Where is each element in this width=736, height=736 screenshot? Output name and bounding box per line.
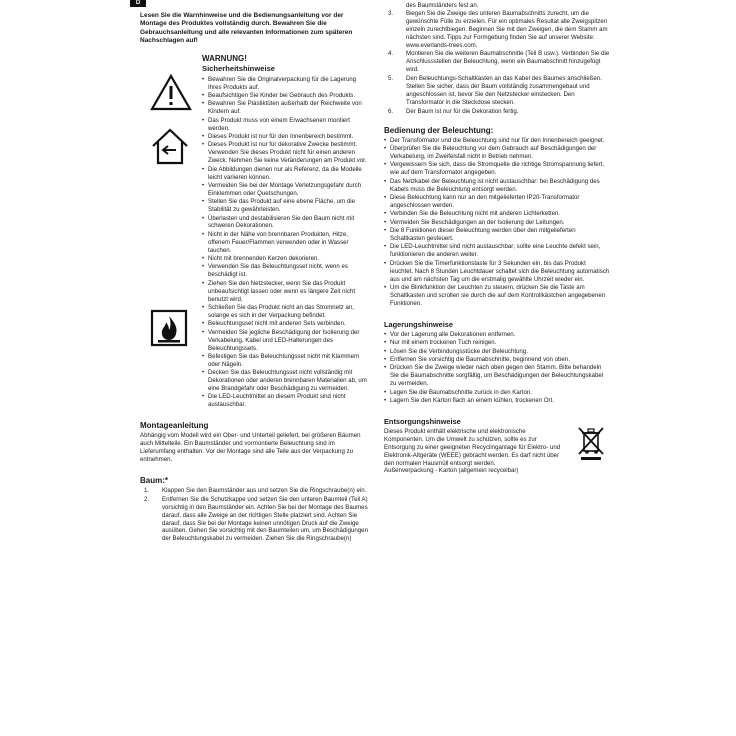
list-item: • Schließen Sie das Produkt nicht an das Stromnetz an, solange es sich in der Verpackung befindet.: [202, 304, 370, 320]
step-number: 4.: [388, 50, 394, 58]
list-item: • Die 8 Funktionen dieser Beleuchtung werden über den mitgelieferten Schaltkasten gesteuert.: [384, 227, 610, 243]
baum-steps-right: [384, 10, 610, 116]
baum-steps-left: [140, 487, 370, 543]
list-item: • Überlasten und destabilisieren Sie den Baum nicht mit schweren Dekorationen.: [202, 215, 370, 231]
list-item: • Beaufsichtigen Sie Kinder bei Gebrauch des Produkts.: [202, 92, 370, 100]
list-item: • Dieses Produkt ist nur für den Innenbereich bestimmt.: [202, 133, 370, 141]
indoor-use-house-icon: [150, 126, 190, 166]
list-item: • Das Produkt muss von einem Erwachsenen montiert werden.: [202, 117, 370, 133]
crossed-out-bin-icon: [576, 425, 606, 461]
bedienung-heading: Bedienung der Beleuchtung:: [384, 125, 494, 135]
warning-triangle-icon: [150, 74, 192, 111]
list-item: • Befestigen Sie das Beleuchtungsset nicht mit Klammern oder Nägeln.: [202, 353, 370, 369]
list-item: • Lösen Sie die Verbindungsstücke der Beleuchtung.: [384, 348, 610, 356]
step-number: 6.: [388, 107, 394, 115]
list-item: • Der Transformator und die Beleuchtung sind nur für den Innenbereich geeignet.: [384, 137, 610, 145]
bedienung-list: [384, 137, 610, 308]
montage-text: Abhängig vom Modell wird ein Ober- und Unterteil geliefert, bei größeren Bäumen auch Mittelteile. Ein Baumständer und vormontierte Beleuchtung sind im Lieferumfang enthalten. Vor der Montage sind alle Teile aus der Verpackung zu entnehmen.: [140, 432, 361, 463]
step-text: Klappen Sie den Baumständer aus und setzen Sie die Ringschraube(n) ein.: [162, 486, 367, 494]
step-item: [388, 9, 610, 50]
list-item: • Beleuchtungsset nicht mit anderen Sets verbinden.: [202, 320, 370, 328]
step-number: 5.: [388, 75, 394, 83]
entsorgung-section: [384, 417, 610, 475]
step-text: Biegen Sie die Zweige des unteren Baumabschnitts zurecht, um die gewünschte Fülle zu erzielen. Für ein optimales Resultat alle Zweigspitzen einzeln zurechtbiegen. Beginnen Sie mit den Zweigen, die dem Stamm am nächsten sind. Tipps zur Formgebung finden Sie auf unserer Website: www.everlands-trees.com.: [406, 9, 608, 49]
montage-heading: Montageanleitung: [140, 421, 209, 431]
list-item: • Vor der Lagerung alle Dekorationen entfernen.: [384, 331, 610, 339]
list-item: • Überprüfen Sie die Beleuchtung vor dem Gebrauch auf Beschädigungen der Verkabelung, im Zweifelsfall nicht in Betrieb nehmen.: [384, 145, 610, 161]
step-number: 1.: [144, 486, 150, 494]
list-item: • Diese Beleuchtung kann nur an den mitgelieferten IP20-Transformator angeschlossen werden.: [384, 194, 610, 210]
safety-list: [196, 76, 370, 410]
list-item: • Ziehen Sie den Netzstecker, wenn Sie das Produkt unbeaufsichtigt lassen oder wenn es längere Zeit nicht benutzt wird.: [202, 280, 370, 304]
step-text: Entfernen Sie die Schutzkappe und setzen Sie den unteren Baumteil (Teil A) vorsichtig in den Baumständer ein. Achten Sie bei der Montage des Baumes darauf, dass alle Zweige an der richtigen Stelle platziert sind. Achten Sie darauf, dass Sie bei der Montage keinen unnötigen Druck auf die Zweige ausüben. Gehen Sie vorsichtig mit den Baumteilen um, um Beschädigungen der Beleuchtungskabel zu vermeiden. Ziehen Sie die Ringschraube(n): [162, 495, 368, 543]
list-item: • Nicht in der Nähe von brennbaren Produkten, Hitze, offenem Feuer/Flammen verwenden oder in Wasser tauchen.: [202, 231, 370, 255]
list-item: • Nur mit einem trockenen Tuch reinigen.: [384, 339, 610, 347]
list-item: • Dieses Produkt ist nur für dekorative Zwecke bestimmt. Verwenden Sie dieses Produkt nicht für einen anderen Zweck. Nehmen Sie keine Veränderungen am Produkt vor.: [202, 141, 370, 165]
list-item: • Verwenden Sie das Beleuchtungsset nicht, wenn es beschädigt ist.: [202, 263, 370, 279]
left-column: [140, 12, 370, 544]
right-column: [384, 2, 610, 475]
list-item: • Decken Sie das Beleuchtungsset nicht vollständig mit Dekorationen oder anderen brennbaren Materialien ab, um eine Brandgefahr oder Beschädigung zu vermeiden.: [202, 369, 370, 393]
flammable-fire-icon: [150, 309, 188, 347]
lagerung-list: [384, 331, 610, 405]
list-item: • Legen Sie die Baumabschnitte zurück in den Karton.: [384, 389, 610, 397]
step-number: 3.: [388, 9, 394, 17]
list-item: • Die LED-Leuchtmittel sind nicht austauschbar; sollte eine Leuchte defekt sein, funktionieren die anderen weiter.: [384, 243, 610, 259]
list-item: • Verbinden Sie die Beleuchtung nicht mit anderen Lichterketten.: [384, 210, 610, 218]
list-item: • Um die Blinkfunktion der Leuchten zu steuern, drücken Sie die Taste am Schaltkasten und scrollen sie durch die auf dem Kontrollkästchen angegebenen Funktionen.: [384, 284, 610, 308]
step-continuation: des Baumständers fest an.: [406, 2, 479, 9]
warning-title: WARNUNG!: [202, 53, 247, 63]
language-tab: D: [130, 0, 146, 7]
step-text: Den Beleuchtungs-Schaltkasten an das Kabel des Baumes anschließen. Stellen Sie sicher, dass der Baum vollständig zusammengebaut und angeschlossen ist, bevor Sie den Netzstecker einstecken. Den Transformator in die Steckdose stecken.: [406, 75, 602, 106]
step-number: 2.: [144, 495, 150, 503]
step-item: [388, 75, 610, 107]
list-item: • Drücken Sie die Zweige wieder nach oben gegen den Stamm. Bitte behandeln Sie die Baumabschnitte sorgfältig, um Beschädigungen der Beleuchtungskabel zu vermeiden.: [384, 364, 610, 388]
list-item: • Die Abbildungen dienen nur als Referenz, da die Modelle leicht variieren können.: [202, 166, 370, 182]
list-item: • Entfernen Sie vorsichtig die Baumabschnitte, beginnend von oben.: [384, 356, 610, 364]
list-item: • Bewahren Sie Plastiktüten außerhalb der Reichweite von Kindern auf.: [202, 100, 370, 116]
baum-heading: Baum:*: [140, 475, 169, 485]
packaging-text: Außenverpackung - Karton (allgemein recycelbar): [384, 467, 519, 475]
safety-subtitle: Sicherheitshinweise: [202, 63, 276, 73]
intro-text: Lesen Sie die Warnhinweise und die Bedienungsanleitung vor der Montage des Produktes vollständig durch. Bewahren Sie die Gebrauchsanleitung und alle relevanten Informationen zum späteren Nachschlagen auf!: [140, 12, 353, 45]
entsorgung-text: Dieses Produkt enthält elektrische und elektronische Komponenten. Um die Umwelt zu schützen, sollte es zur Entsorgung zu einer geeigneten Recyclinganlage für Elektro- und Elektronik-Altgeräte (WEEE) gebracht werden. Es darf nicht über den normalen Hausmüll entsorgt werden.: [384, 427, 561, 467]
list-item: • Lagern Sie den Karton flach an einem kühlen, trockenen Ort.: [384, 397, 610, 405]
step-item: [144, 486, 370, 495]
list-item: • Stellen Sie das Produkt auf eine ebene Fläche, um die Stabilität zu gewährleisten.: [202, 198, 370, 214]
list-item: • Bewahren Sie die Originalverpackung für die Lagerung Ihres Produkts auf.: [202, 76, 370, 92]
list-item: • Vergewissern Sie sich, dass die Stromquelle die richtige Stromspannung liefert, wie auf dem Transformator angegeben.: [384, 161, 610, 177]
step-item: [388, 107, 610, 116]
list-item: • Drücken Sie die Timerfunktionstaste für 3 Sekunden ein, bis das Produkt leuchtet. Nach 8 Stunden Leuchtdauer schaltet sich die Beleuchtung automatisch aus und am nächsten Tag um die erstmalig gewählte Uhrzeit wieder ein.: [384, 260, 610, 284]
step-text: Der Baum ist nur für die Dekoration fertig.: [406, 107, 519, 115]
step-text: Montieren Sie die weiteren Baumabschnitte (Teil B usw.). Verbinden Sie die Anschlussstellen der Beleuchtung, wenn ein Baumabschnitt hinzugefügt wird.: [406, 50, 610, 74]
lagerung-heading: Lagerungshinweise: [384, 319, 453, 329]
list-item: • Vermeiden Sie jegliche Beschädigung der Isolierung der Verkabelung, Kabel und LED-Halterungen des Beleuchtungssets.: [202, 329, 370, 353]
list-item: • Die LED-Leuchtmittel an diesem Produkt sind nicht austauschbar.: [202, 393, 370, 409]
warning-section: [140, 54, 370, 410]
list-item: • Vermeiden Sie bei der Montage Verletzungsgefahr durch Einklemmen oder Quetschungen.: [202, 182, 370, 198]
list-item: • Vermeiden Sie Beschädigungen an der Isolierung der Leitungen.: [384, 219, 610, 227]
entsorgung-heading: Entsorgungshinweise: [384, 416, 461, 426]
list-item: • Nicht mit brennenden Kerzen dekorieren.: [202, 255, 370, 263]
step-item: [388, 50, 610, 74]
step-item: [144, 495, 370, 543]
list-item: • Das Netzkabel der Beleuchtung ist nicht austauschbar: bei Beschädigung des Kabels muss die Beleuchtung entsorgt werden.: [384, 178, 610, 194]
